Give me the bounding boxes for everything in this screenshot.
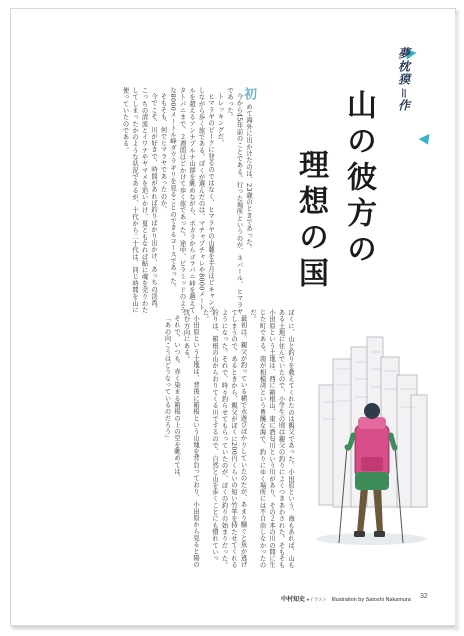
body-paragraph: トレッキングだ。 [216,93,224,147]
drop-cap: 初 [241,87,256,101]
body-paragraph: 小田原という土地は、背後に箱根という山塊を背負っており、小田原から見ると陽の沈む方向にある。 [182,309,199,568]
body-paragraph: ヒマラヤのピークに登るのではなく、ヒマラヤの山麓を半月ほどキャンプしながら歩く旅である。ぼくが選んだのは、マチャプチャレや8000メートルを超えるアンナプルナ山群を眺めながら、ポカラからゴラパニ峠を越えてタトパニまで、２週間ほどかけて歩く旅であった。途中、ピラミッドのような8000メートル峰ダウラギリを見ることのできるコースであった。 [169,87,214,314]
title-line-1: 山の彼方の [341,89,376,269]
body-paragraph: それで、いつも、赤く染まる箱根の上の空を眺めては、 [173,315,180,482]
body-paragraph: 初めて海外に出かけたのは、23歳のときであった。 [241,87,256,252]
body-text-block-2 [61,309,295,574]
body-paragraph: 今から45年前のことである。行った場所というのが、ネパール、ヒマラヤであった。 [226,87,243,315]
title-line-2: 理想の国 [293,149,328,293]
magazine-page [10,8,456,626]
body-paragraph: ぼくに、山と釣りを教えてくれたのは親父であった。小田原という、海もあれば、山もある土地に住んでいたので、小学生の頃は親父の釣りによくつきあわされた。そもそも小田原という土地は、西に箱根山、東に酒匂川という川があり、その２本の川の間に生じた町である。南が相模湾という豊饒な海で、釣りにゆく場所には不自由しなかったのだ。 [249,309,294,569]
body-text-block-1 [21,87,256,317]
footer-credit [281,594,411,603]
body-paragraph: 最初は、親父が釣っている横で水遊びばかりしていたのだが、あまり騒ぐと魚が逃げてしまうので、あるときから、親父がぼくに200円くらいの短い竹竿を持たせてくれるようになった。それで、時々釣らせてもらっていたのが、ぼくの釣りの始まりだった。釣りは、箱根の山からおりてくる川でするので、自然と山を歩くことにも慣れていった。 [201,309,247,569]
body-paragraph: そもそも、何でヒマラヤであったのか。 [159,93,167,213]
illustrator-name: 中村知史 [281,597,306,603]
author-credit: 夢枕獏＝作 [396,47,411,113]
body-paragraph: 「あの向こうはどうなっているのだろう」 [163,315,171,442]
page-number: 32 [420,593,428,600]
illustrator-role: ●イラスト [306,597,328,602]
body-paragraph: 今でこそ、川が好きで、時間があれば釣りばかり出かけ、あっちの渓流、こっちの清流とイワナやヤマメを追いかけ、夏ともなれば鮎に魂を売りわたしてしまったかのような状況であるが、十代から二十代は、同じ時間を山に使っていたのである。 [121,87,157,314]
hiker-illustration [311,307,431,562]
illustrator-credit-en: Illustration by Satoshi Nakamura [331,597,411,603]
